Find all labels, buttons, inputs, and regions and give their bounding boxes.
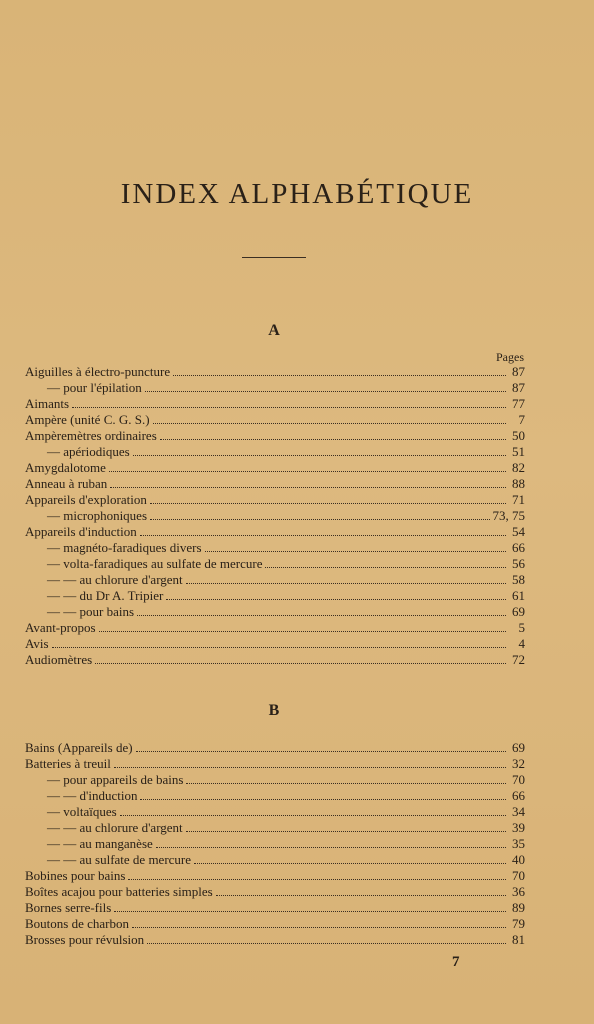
dot-leader	[120, 804, 506, 816]
index-entry	[25, 836, 525, 852]
index-entry-text: — — au sulfate de mercure	[47, 852, 192, 867]
index-entry-page: 82	[512, 460, 525, 475]
dot-leader	[186, 820, 506, 832]
dot-leader	[140, 524, 506, 536]
dot-leader	[150, 492, 506, 504]
dot-leader	[265, 556, 506, 568]
dot-leader	[99, 620, 506, 632]
index-entry	[25, 916, 525, 932]
index-entry-page: 70	[512, 868, 525, 883]
index-entry-text: Anneau à ruban	[25, 476, 108, 491]
index-entry	[25, 740, 525, 756]
index-entry-page: 34	[512, 804, 525, 819]
dot-leader	[194, 852, 506, 864]
index-entry-text: — microphoniques	[47, 508, 148, 523]
index-entry-text: Avis	[25, 636, 49, 651]
index-entry-page: 66	[512, 788, 525, 803]
index-entry-page: 81	[512, 932, 525, 947]
index-entry-page: 70	[512, 772, 525, 787]
index-entry-page: 58	[512, 572, 525, 587]
index-entry-text: Appareils d'exploration	[25, 492, 147, 507]
dot-leader	[133, 444, 506, 456]
index-entry-text: Aimants	[25, 396, 70, 411]
index-entry-page: 69	[512, 604, 525, 619]
section-letter-b: B	[268, 702, 280, 719]
index-entry	[25, 772, 525, 788]
index-entry-text: Bains (Appareils de)	[25, 740, 133, 755]
index-entry-text: Avant-propos	[25, 620, 96, 635]
index-entry-page: 69	[512, 740, 525, 755]
index-entry-text: — volta-faradiques au sulfate de mercure	[47, 556, 263, 571]
dot-leader	[52, 636, 506, 648]
index-entry-text: — — au chlorure d'argent	[47, 820, 183, 835]
index-entry-text: — — du Dr A. Tripier	[47, 588, 164, 603]
dot-leader	[109, 460, 506, 472]
index-entry	[25, 900, 525, 916]
index-entry	[25, 508, 525, 524]
index-entry	[25, 588, 525, 604]
index-entry-page: 79	[512, 916, 525, 931]
dot-leader	[205, 540, 506, 552]
index-entry	[25, 572, 525, 588]
index-entry	[25, 756, 525, 772]
pages-label: Pages	[496, 350, 524, 364]
index-entry-page: 54	[512, 524, 525, 539]
index-entry-text: — — au chlorure d'argent	[47, 572, 183, 587]
dot-leader	[150, 508, 489, 520]
index-entry-text: — pour l'épilation	[47, 380, 142, 395]
index-entry	[25, 476, 525, 492]
index-entry	[25, 884, 525, 900]
dot-leader	[147, 932, 506, 944]
dot-leader	[132, 916, 506, 928]
index-entry-text: — — d'induction	[47, 788, 138, 803]
index-entry-text: Batteries à treuil	[25, 756, 111, 771]
index-entry-page: 5	[518, 620, 525, 635]
index-entry	[25, 932, 525, 948]
index-entry	[25, 364, 525, 380]
section-letter-a: A	[268, 322, 280, 339]
index-entry-text: — — au manganèse	[47, 836, 153, 851]
index-entry-page: 4	[518, 636, 525, 651]
index-entry-page: 66	[512, 540, 525, 555]
dot-leader	[72, 396, 506, 408]
dot-leader	[186, 572, 506, 584]
index-entry-page: 36	[512, 884, 525, 899]
index-entry-text: Amygdalotome	[25, 460, 106, 475]
index-entry-page: 39	[512, 820, 525, 835]
dot-leader	[114, 900, 506, 912]
index-entry	[25, 524, 525, 540]
index-entry-page: 71	[512, 492, 525, 507]
index-entry-page: 7	[518, 412, 525, 427]
index-entry-text: Appareils d'induction	[25, 524, 137, 539]
dot-leader	[114, 756, 506, 768]
index-entry-page: 61	[512, 588, 525, 603]
index-entry-text: Aiguilles à électro-puncture	[25, 364, 171, 379]
index-entry-text: Ampèremètres ordinaires	[25, 428, 157, 443]
index-entry	[25, 444, 525, 460]
index-entry-page: 32	[512, 756, 525, 771]
dot-leader	[145, 380, 506, 392]
index-entry-page: 72	[512, 652, 525, 667]
index-entry-page: 87	[512, 364, 525, 379]
dot-leader	[137, 604, 506, 616]
index-entry-text: — magnéto-faradiques divers	[47, 540, 202, 555]
dot-leader	[156, 836, 506, 848]
dot-leader	[166, 588, 506, 600]
index-entry-text: — — pour bains	[47, 604, 135, 619]
index-entry-text: — voltaïques	[47, 804, 117, 819]
index-entry	[25, 868, 525, 884]
index-entry-text: Bobines pour bains	[25, 868, 126, 883]
dot-leader	[110, 476, 506, 488]
index-entry	[25, 396, 525, 412]
index-entry	[25, 540, 525, 556]
index-entry	[25, 380, 525, 396]
index-entry	[25, 604, 525, 620]
index-entry	[25, 852, 525, 868]
dot-leader	[153, 412, 506, 424]
index-entry-text: Ampère (unité C. G. S.)	[25, 412, 150, 427]
index-entry-text: Brosses pour révulsion	[25, 932, 145, 947]
index-entry-page: 87	[512, 380, 525, 395]
page-title: INDEX ALPHABÉTIQUE	[120, 178, 474, 210]
index-entry	[25, 788, 525, 804]
index-entry-text: — pour appareils de bains	[47, 772, 184, 787]
index-entry	[25, 652, 525, 668]
dot-leader	[173, 364, 506, 376]
index-entry	[25, 428, 525, 444]
index-entry	[25, 460, 525, 476]
dot-leader	[160, 428, 506, 440]
index-entry	[25, 492, 525, 508]
index-entry-text: — apériodiques	[47, 444, 130, 459]
index-entry-page: 51	[512, 444, 525, 459]
title-rule	[242, 257, 306, 258]
index-entry-page: 77	[512, 396, 525, 411]
index-entry-page: 56	[512, 556, 525, 571]
index-entry-page: 50	[512, 428, 525, 443]
page-number: 7	[452, 954, 460, 970]
index-entry-text: Boîtes acajou pour batteries simples	[25, 884, 213, 899]
index-entry	[25, 620, 525, 636]
dot-leader	[186, 772, 506, 784]
index-entry	[25, 804, 525, 820]
index-entry-text: Bornes serre-fils	[25, 900, 112, 915]
section-b-entries	[25, 740, 525, 948]
dot-leader	[128, 868, 506, 880]
index-entry-text: Boutons de charbon	[25, 916, 129, 931]
index-entry-page: 35	[512, 836, 525, 851]
index-entry	[25, 636, 525, 652]
index-entry-page: 73, 75	[492, 508, 525, 523]
dot-leader	[140, 788, 506, 800]
index-entry	[25, 556, 525, 572]
index-entry-page: 89	[512, 900, 525, 915]
dot-leader	[136, 740, 506, 752]
index-entry	[25, 412, 525, 428]
index-entry-page: 88	[512, 476, 525, 491]
dot-leader	[95, 652, 506, 664]
section-a-entries	[25, 364, 525, 668]
index-entry-page: 40	[512, 852, 525, 867]
index-entry-text: Audiomètres	[25, 652, 93, 667]
dot-leader	[216, 884, 506, 896]
index-entry	[25, 820, 525, 836]
